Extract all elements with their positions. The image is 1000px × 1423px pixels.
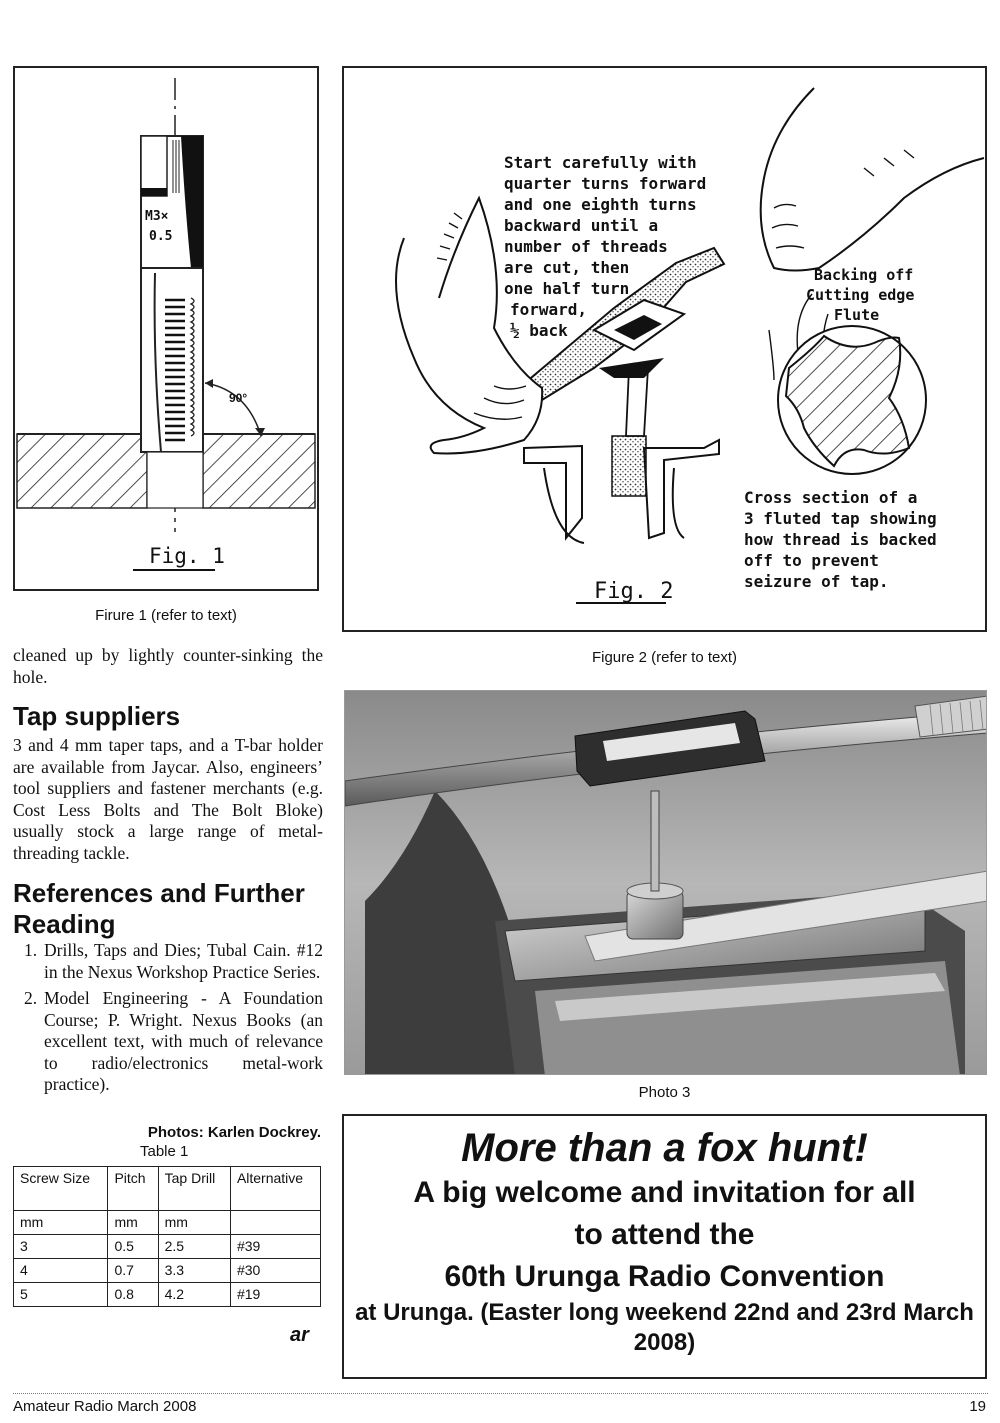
workpiece-right [203,434,315,508]
table-cell: #19 [230,1283,320,1307]
advert-line-4: at Urunga. (Easter long weekend 22nd and 23rd March 2008) [355,1299,974,1356]
label-cutting-edge: Cutting edge [806,286,915,304]
figure-2-drawing [344,68,985,630]
instruction-line: backward until a [504,216,659,235]
end-mark: ar [290,1324,309,1346]
reference-text: Model Engineering - A Foundation Course; P. Wright. Nexus Books (an excellent text, with much of relevance to radio/electronics metal-work practice). [44,988,323,1094]
table-units-row [14,1211,321,1235]
photo-3-image [345,691,987,1075]
cross-section-line: off to prevent [744,551,879,570]
cross-section-line: how thread is backed [744,530,937,549]
table-header-cell: Alternative [230,1167,320,1211]
table-header-cell: Pitch [108,1167,158,1211]
reference-number: 2. [24,988,38,1008]
workpiece-left [17,434,147,508]
specification-table [13,1166,321,1307]
figure-1-caption: Firure 1 (refer to text) [95,607,237,624]
table-cell: 0.8 [108,1283,158,1307]
reference-item [18,988,323,1096]
advert-headline: More than a fox hunt! [461,1126,868,1170]
table-cell: 4 [14,1259,108,1283]
heading-references: References and Further Reading [13,878,305,939]
table-row [14,1259,321,1283]
table-cell: 5 [14,1283,108,1307]
label-flute: Flute [834,306,880,324]
cross-section-line: 3 fluted tap showing [744,509,937,528]
figure-2-caption: Figure 2 (refer to text) [591,649,738,666]
reference-number: 1. [24,940,38,960]
photo-credit: Photos: Karlen Dockrey. [147,1124,321,1141]
footer-rule [13,1393,988,1394]
table-row [14,1283,321,1307]
table-cell: 2.5 [158,1235,230,1259]
figure-1 [13,66,319,591]
references-list [18,940,323,1101]
table-header-cell: Screw Size [14,1167,108,1211]
figure-1-label: Fig. 1 [149,544,225,568]
cross-section-labels [806,266,923,324]
table-cell: mm [14,1211,108,1235]
advert-line-2: to attend the [574,1218,755,1251]
table-header-row [14,1167,321,1211]
instruction-line: number of threads [504,237,668,256]
photo-3-caption: Photo 3 [638,1084,691,1101]
table-cell: #39 [230,1235,320,1259]
figure-1-drawing [15,68,317,589]
instruction-line: forward, [510,300,588,319]
table-header-cell: Tap Drill [158,1167,230,1211]
suppliers-paragraph: 3 and 4 mm taper taps, and a T-bar holder are available from Jaycar. Also, engineers’ tool suppliers and fastener merchants (e.g. Cost Less Bolts and The Bolt Bloke) usually stock a large range of metal-threading tackle. [13,735,323,863]
figure-2-label: Fig. 2 [594,579,674,604]
table-cell: mm [158,1211,230,1235]
angle-label: 90° [229,391,248,405]
heading-tap-suppliers: Tap suppliers [13,701,181,731]
table-row [14,1235,321,1259]
label-backing-off: Backing off [814,266,914,284]
table-cell: 3.3 [158,1259,230,1283]
instruction-line: quarter turns forward [504,174,707,193]
table-title: Table 1 [140,1143,189,1160]
table-cell: 3 [14,1235,108,1259]
table-cell: mm [108,1211,158,1235]
reference-text: Drills, Taps and Dies; Tubal Cain. #12 in the Nexus Workshop Practice Series. [44,940,323,982]
advert-line-3: 60th Urunga Radio Convention [444,1260,885,1293]
reference-item [18,940,323,983]
cross-section-line: Cross section of a [744,488,918,507]
instruction-line: one half turn [504,279,630,298]
instruction-line: Start carefully with [504,153,697,172]
cross-section-line: seizure of tap. [744,572,889,591]
continuation-paragraph: cleaned up by lightly counter-sinking the hole. [13,645,323,687]
tap-label-line1: M3× [145,209,169,224]
footer-publication: Amateur Radio March 2008 [13,1398,197,1415]
advert-line-1: A big welcome and invitation for all [413,1176,916,1209]
figure-2 [342,66,987,632]
cross-section-description [744,488,946,591]
table-cell [230,1211,320,1235]
instruction-line: and one eighth turns [504,195,697,214]
footer-page-number: 19 [969,1398,986,1415]
right-hand [761,88,984,271]
table-cell: 0.7 [108,1259,158,1283]
workpiece [612,436,646,496]
convention-advert [342,1114,987,1379]
table-cell: 0.5 [108,1235,158,1259]
table-cell: #30 [230,1259,320,1283]
table-cell: 4.2 [158,1283,230,1307]
tap-label-line2: 0.5 [149,229,173,244]
photo-3 [344,690,987,1075]
instruction-line: ½ back [510,321,568,340]
instruction-line: are cut, then [504,258,630,277]
